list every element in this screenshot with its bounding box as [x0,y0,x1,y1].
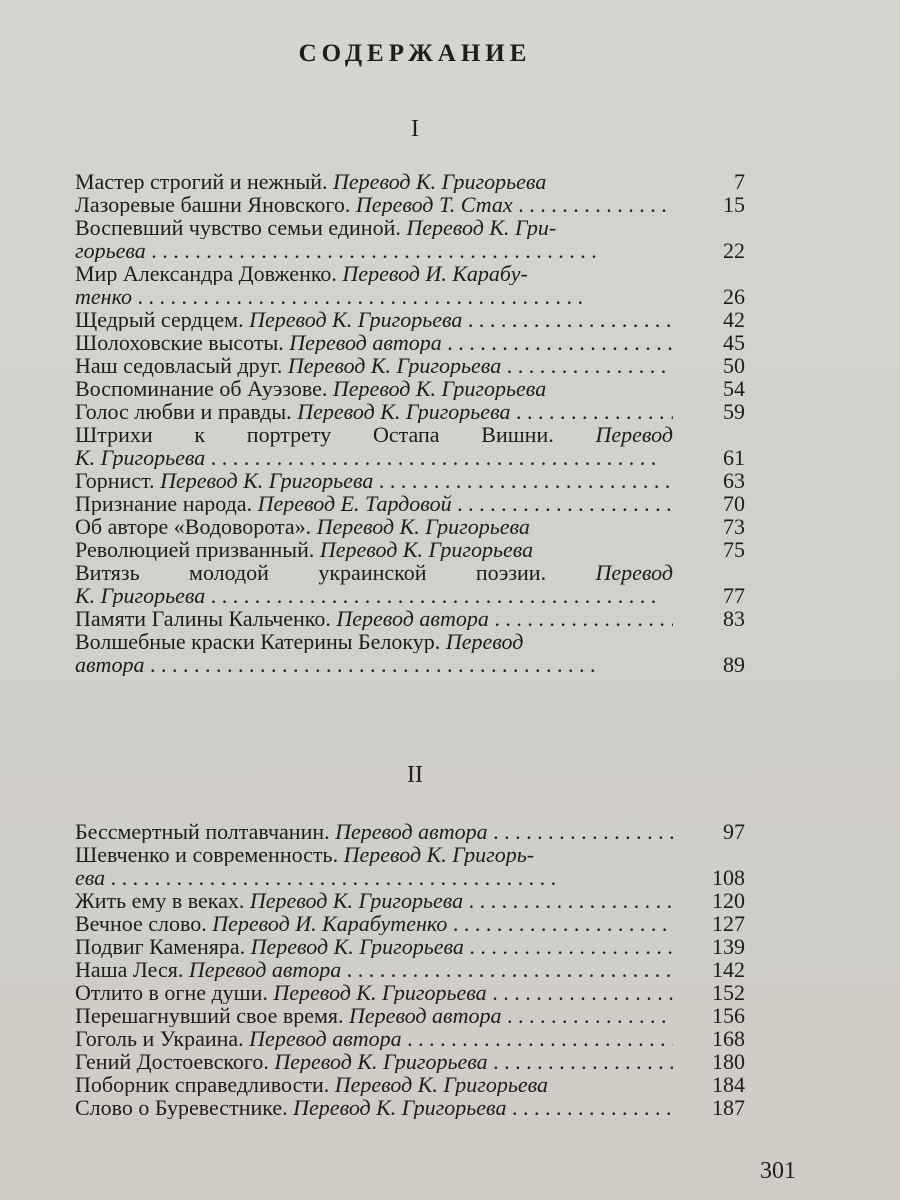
entry-text [75,262,673,285]
entry-page: 108 [712,865,745,890]
entry-text [75,1050,673,1073]
entry-page: 42 [723,307,745,332]
entry-translator: Перевод [445,630,524,653]
entry-page: 142 [712,957,745,982]
entry-title: Признание народа. [75,492,253,515]
toc-entry[interactable] [75,820,745,843]
entry-text [75,423,673,446]
entry-text [75,958,673,981]
entry-text [75,492,673,515]
entry-title: Лазоревые башни Яновского. [75,193,351,216]
entry-page: 156 [712,1003,745,1028]
toc-entry[interactable] [75,561,745,607]
entry-page: 54 [723,376,745,401]
entry-text [75,935,673,958]
toc-entry[interactable] [75,423,745,469]
entry-title: Революцией призванный. [75,538,315,561]
entry-title-word: портрету [246,422,332,447]
entry-title-word: Остапа [373,422,440,447]
toc-entry[interactable] [75,1096,745,1119]
entry-text [75,561,673,584]
entry-translator: Перевод К. Григорьева [316,515,530,538]
entry-text [75,1027,673,1050]
entry-translator-cont: К. Григорьева . . . [75,584,656,607]
toc-entry[interactable] [75,193,745,216]
entry-title: Шолоховские высоты. [75,331,284,354]
entry-translator: Перевод [595,560,673,585]
page-folio-number: 301 [760,1158,796,1184]
toc-section-2 [75,820,745,1119]
entry-page: 59 [723,399,745,424]
toc-entry[interactable] [75,216,745,262]
toc-entry[interactable] [75,630,745,676]
toc-entry[interactable] [75,912,745,935]
entry-text [75,912,673,935]
entry-title-word: поэзии. [475,560,547,585]
entry-title-word: украинской [318,560,427,585]
entry-translator: Перевод К. Григорьева . . . [288,354,673,377]
entry-title: Поборник справедливости. [75,1073,330,1096]
section-numeral: II [407,762,423,788]
entry-continuation [75,239,673,262]
toc-entry[interactable] [75,354,745,377]
entry-text [75,889,673,912]
entry-text [75,515,673,538]
entry-page: 63 [723,468,745,493]
entry-translator-cont: автора . . . [75,653,595,676]
entry-translator: Перевод К. Григорьева [319,538,534,561]
toc-entry[interactable] [75,469,745,492]
entry-text [75,538,673,561]
entry-title: Наш седовласый друг. [75,354,283,377]
entry-text [75,843,673,866]
entry-page: 180 [712,1049,745,1074]
entry-translator: Перевод К. Григорьева . . . [251,935,673,958]
entry-page: 70 [723,491,745,516]
entry-translator: Перевод И. Карабу- [342,262,528,285]
entry-continuation [75,446,673,469]
entry-translator: Перевод К. Григорь- [343,843,535,866]
entry-text [75,216,673,239]
entry-text [75,1096,673,1119]
entry-text [75,193,673,216]
entry-title-word: Штрихи [75,422,153,447]
toc-entry[interactable] [75,262,745,308]
entry-translator: Перевод автора . . . [335,820,673,843]
entry-page: 83 [723,606,745,631]
toc-entry[interactable] [75,377,745,400]
entry-text [75,820,673,843]
toc-entry[interactable] [75,1004,745,1027]
entry-title: Бессмертный полтавчанин. [75,820,330,843]
entry-translator: Перевод К. Григорьева . . . [250,889,673,912]
entry-continuation [75,584,673,607]
toc-entry[interactable] [75,515,745,538]
entry-translator-cont: тенко . . . [75,285,583,308]
entry-title: Наша Леся. [75,958,184,981]
entry-title: Мастер строгий и нежный. [75,170,328,193]
entry-text [75,170,673,193]
entry-translator: Перевод автора . . . [189,958,673,981]
section-numeral: I [411,116,419,142]
entry-page: 50 [723,353,745,378]
entry-page: 139 [712,934,745,959]
entry-page: 22 [723,238,745,263]
entry-translator: Перевод К. Григорьева [332,377,547,400]
entry-continuation [75,285,673,308]
toc-entry[interactable] [75,958,745,981]
entry-page: 73 [723,514,745,539]
entry-translator: Перевод автора . . . [249,1027,673,1050]
toc-entry[interactable] [75,607,745,630]
entry-title: Шевченко и современность. [75,843,339,866]
entry-title: Перешагнувший свое время. [75,1004,344,1027]
entry-translator: Перевод К. Григорьева [333,170,547,193]
entry-page: 127 [712,911,745,936]
entry-translator: Перевод автора . . . [336,607,673,630]
entry-translator: Перевод Е. Тардовой . . . [258,492,673,515]
entry-page: 15 [723,192,745,217]
entry-title: Мир Александра Довженко. [75,262,337,285]
entry-page: 184 [712,1072,745,1097]
toc-entry[interactable] [75,1027,745,1050]
entry-title: Памяти Галины Кальченко. [75,607,331,630]
entry-page: 45 [723,330,745,355]
entry-text [75,1004,673,1027]
entry-translator: Перевод К. Григорьева . . . [160,469,673,492]
entry-text [75,1073,673,1096]
entry-title: Воспоминание об Ауэзове. [75,377,328,400]
entry-continuation [75,866,673,889]
entry-translator: Перевод И. Карабутенко . . . [212,912,673,935]
entry-title: Гоголь и Украина. [75,1027,244,1050]
entry-text [75,377,673,400]
entry-page: 75 [723,537,745,562]
entry-title: Голос любви и правды. [75,400,292,423]
toc-section-1 [75,170,745,676]
entry-page: 97 [723,819,745,844]
toc-entry[interactable] [75,538,745,561]
entry-text [75,630,673,653]
toc-entry[interactable] [75,331,745,354]
toc-entry[interactable] [75,935,745,958]
entry-translator: Перевод автора . . . [289,331,673,354]
entry-title: Слово о Буревестнике. [75,1096,288,1119]
entry-text [75,400,673,423]
entry-translator: Перевод Т. Стах . . . [356,193,673,216]
toc-entry[interactable] [75,889,745,912]
toc-entry[interactable] [75,400,745,423]
entry-title: Гений Достоевского. [75,1050,269,1073]
entry-translator-cont: горьева . . . [75,239,597,262]
entry-translator: Перевод К. Григорьева . . . [297,400,673,423]
entry-translator-cont: ева . . . [75,866,556,889]
entry-title: Вечное слово. [75,912,207,935]
entry-page: 7 [734,169,745,194]
entry-title: Горнист. [75,469,155,492]
entry-translator-cont: К. Григорьева . . . [75,446,656,469]
entry-text [75,331,673,354]
entry-title-word: Витязь [75,560,140,585]
entry-title: Волшебные краски Катерины Белокур. [75,630,441,653]
toc-entry[interactable] [75,1050,745,1073]
toc-entry[interactable] [75,843,745,889]
entry-translator: Перевод К. Григорьева . . . [249,308,673,331]
entry-title: Щедрый сердцем. [75,308,244,331]
entry-page: 152 [712,980,745,1005]
toc-entry[interactable] [75,308,745,331]
entry-text [75,308,673,331]
entry-title: Жить ему в веках. [75,889,245,912]
entry-text [75,981,673,1004]
entry-translator: Перевод К. Григорьева . . . [293,1096,673,1119]
toc-entry[interactable] [75,981,745,1004]
entry-title-word: молодой [189,560,269,585]
entry-translator: Перевод автора . . . [349,1004,673,1027]
entry-text [75,469,673,492]
entry-title: Воспевший чувство семьи единой. [75,216,401,239]
entry-page: 61 [723,445,745,470]
entry-translator: Перевод [595,422,673,447]
entry-page: 89 [723,652,745,677]
entry-continuation [75,653,673,676]
entry-translator: Перевод К. Григорьева . . . [274,1050,673,1073]
entry-title: Об авторе «Водоворота». [75,515,312,538]
entry-page: 120 [712,888,745,913]
toc-entry[interactable] [75,1073,745,1096]
entry-translator: Перевод К. Гри- [406,216,557,239]
entry-page: 187 [712,1095,745,1120]
entry-text [75,607,673,630]
entry-page: 168 [712,1026,745,1051]
page-title: СОДЕРЖАНИЕ [298,40,532,67]
entry-translator: Перевод К. Григорьева [334,1073,549,1096]
entry-title: Отлито в огне души. [75,981,268,1004]
entry-translator: Перевод К. Григорьева . . . [273,981,673,1004]
entry-title-word: Вишни. [481,422,554,447]
entry-title-word: к [194,422,206,447]
toc-entry[interactable] [75,170,745,193]
entry-text [75,354,673,377]
entry-page: 26 [723,284,745,309]
toc-entry[interactable] [75,492,745,515]
entry-title: Подвиг Каменяра. [75,935,246,958]
entry-page: 77 [723,583,745,608]
